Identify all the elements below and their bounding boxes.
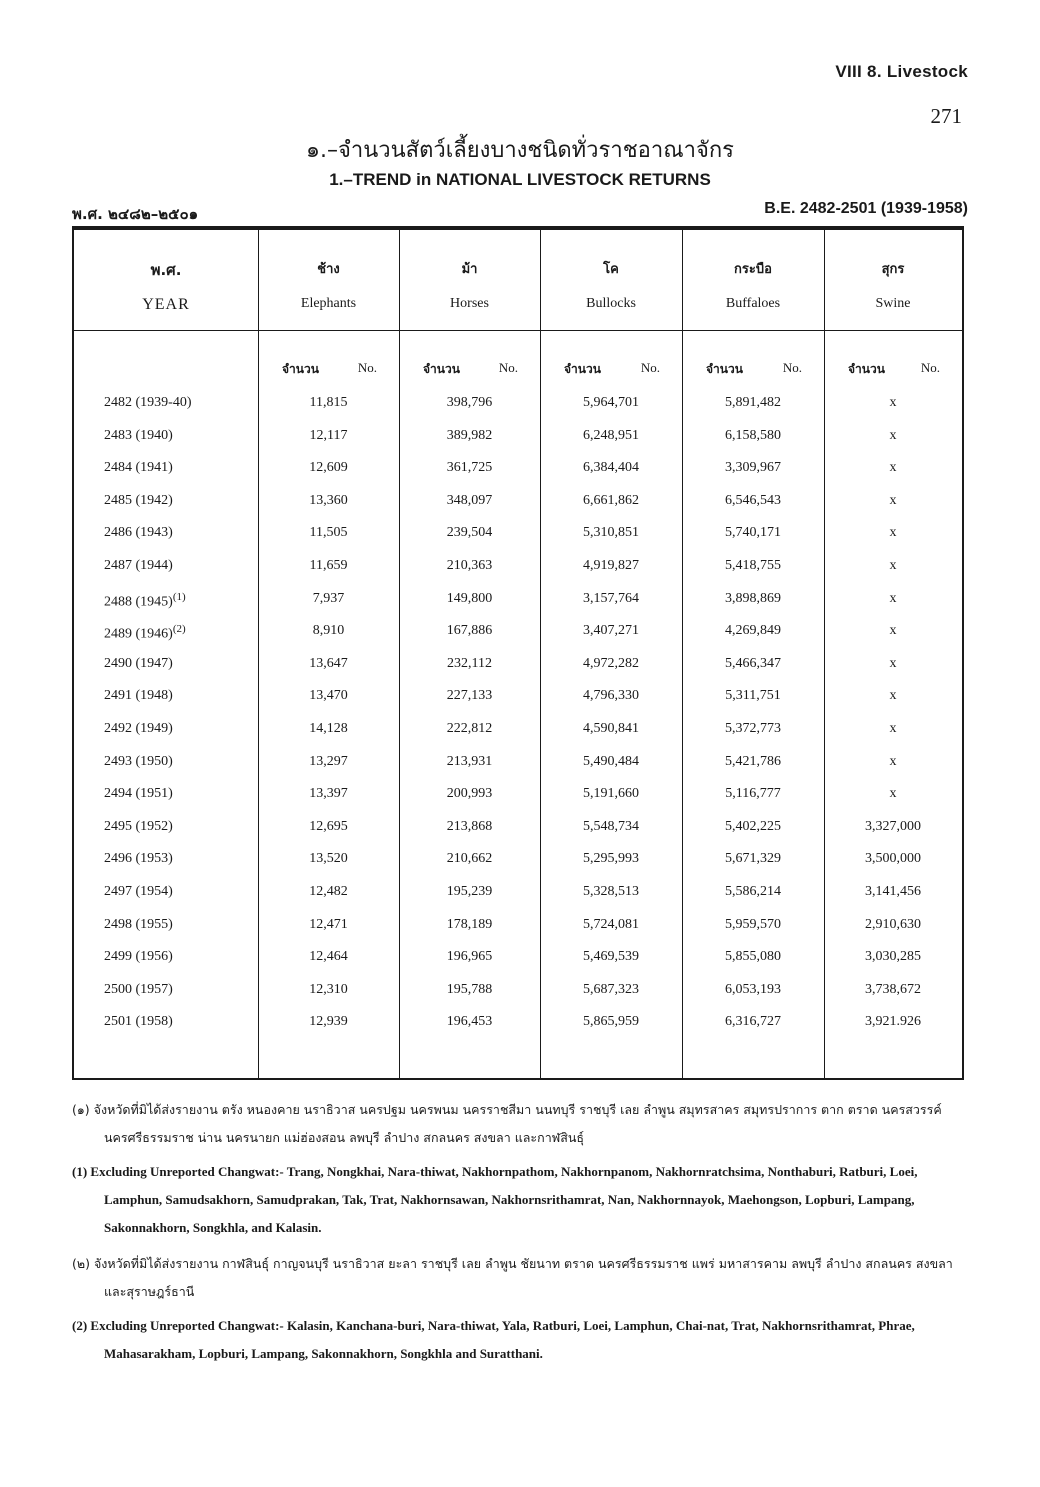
unit-label xyxy=(540,360,682,380)
table-row xyxy=(74,917,962,950)
swine-cell: 3,141,456 xyxy=(865,884,921,899)
col-header-en: Swine xyxy=(875,296,911,311)
year-value: 2485 (1942) xyxy=(104,492,173,508)
buffaloes-cell: 5,116,777 xyxy=(725,786,781,802)
bullocks-cell: 6,248,951 xyxy=(583,427,639,443)
bullocks-cell: 4,919,827 xyxy=(583,558,639,573)
unit-en: No. xyxy=(498,360,518,375)
unit-en: No. xyxy=(782,360,802,375)
table-row xyxy=(74,688,962,721)
buffaloes-cell: 3,898,869 xyxy=(725,590,781,606)
elephants-cell: 14,128 xyxy=(309,721,348,736)
swine-cell: x xyxy=(889,623,897,639)
unit-thai: จำนวน xyxy=(848,362,885,376)
bullocks-cell: 5,687,323 xyxy=(583,981,639,997)
buffaloes-cell: 5,959,570 xyxy=(725,916,781,932)
horses-cell: 222,812 xyxy=(446,721,493,736)
horses-cell: 195,788 xyxy=(446,981,493,997)
swine-cell: x xyxy=(889,492,897,508)
elephants-cell: 12,482 xyxy=(309,884,348,899)
footnotes xyxy=(72,1096,972,1376)
horses-cell: 178,189 xyxy=(446,916,493,932)
year-cell xyxy=(104,1014,264,1030)
table-row xyxy=(74,721,962,754)
horses-cell: 196,965 xyxy=(446,949,493,965)
unit-thai: จำนวน xyxy=(564,362,601,376)
buffaloes-cell: 6,546,543 xyxy=(725,492,781,508)
year-value: 2491 (1948) xyxy=(104,688,173,704)
swine-cell: x xyxy=(889,427,897,443)
footnote-1: (1) Excluding Unreported Changwat:- Trang, Nongkhai, Nara-thiwat, Nakhornpathom, Nakhornpanom, Nakhornratchsima, Nonthaburi, Ratburi, Loei, Lamphun, Samudsakhorn, Samudprakan, Tak, Trat, Nakhornsawan, Nakhornsrithamrat, Nan, Nakhornnayok, Maehongson, Lopburi, Lampang, Sakonnakhorn, Songkhla, and Kalasin. xyxy=(72,1164,918,1235)
year-cell xyxy=(104,656,264,672)
elephants-cell: 8,910 xyxy=(312,623,345,639)
swine-cell: x xyxy=(889,395,897,410)
col-header-thai: พ.ศ. xyxy=(150,261,182,279)
horses-cell: 195,239 xyxy=(446,884,493,899)
elephants-cell: 12,695 xyxy=(309,818,348,834)
horses-cell: 196,453 xyxy=(446,1014,493,1030)
period-thai: พ.ศ. ๒๔๘๒–๒๕๐๑ xyxy=(72,205,199,223)
year-value: 2492 (1949) xyxy=(104,721,173,736)
col-header-elephants xyxy=(258,230,399,330)
livestock-table xyxy=(72,226,964,1080)
year-value: 2498 (1955) xyxy=(104,916,173,932)
elephants-cell: 12,471 xyxy=(309,916,348,932)
year-value: 2497 (1954) xyxy=(104,884,173,899)
footnote-1-thai: (๑) จังหวัดที่มิได้ส่งรายงาน ตรัง หนองคาย นราธิวาส นครปฐม นครพนม นครราชสีมา นนทบุรี ราชบุรี เลย ลำพูน สมุทรสาคร สมุทรปราการ ตาก ตราด นครสวรรค์ นครศรีธรรมราช น่าน นครนายก แม่ฮ่องสอน ลพบุรี ลำปาง สกลนคร สงขลา และกาฬสินธุ์ xyxy=(72,1102,942,1145)
col-header-en: YEAR xyxy=(142,296,190,313)
year-cell xyxy=(104,819,264,835)
col-header-horses xyxy=(399,230,540,330)
year-cell xyxy=(104,982,264,998)
elephants-cell: 11,505 xyxy=(309,525,348,541)
year-value: 2483 (1940) xyxy=(104,427,173,443)
table-row xyxy=(74,525,962,558)
elephants-cell: 13,470 xyxy=(309,688,348,704)
year-value: 2495 (1952) xyxy=(104,818,173,834)
swine-cell: x xyxy=(889,721,897,736)
year-cell xyxy=(104,917,264,933)
table-row xyxy=(74,558,962,591)
col-header-en: Horses xyxy=(450,296,489,311)
buffaloes-cell: 5,671,329 xyxy=(725,851,781,867)
year-value: 2482 (1939-40) xyxy=(104,395,192,410)
swine-cell: x xyxy=(889,590,897,606)
table-row xyxy=(74,982,962,1015)
bullocks-cell: 3,157,764 xyxy=(583,590,639,606)
horses-cell: 210,363 xyxy=(446,558,493,573)
section-label: VIII 8. Livestock xyxy=(835,62,968,81)
horses-cell: 149,800 xyxy=(446,590,493,606)
period-label: B.E. 2482-2501 (1939-1958) xyxy=(764,200,968,217)
bullocks-cell: 4,972,282 xyxy=(583,655,639,671)
horses-cell: 348,097 xyxy=(446,492,493,508)
year-cell xyxy=(104,884,264,900)
elephants-cell: 11,815 xyxy=(309,395,348,410)
col-header-thai: โค xyxy=(603,262,619,277)
bullocks-cell: 5,490,484 xyxy=(583,753,639,769)
swine-cell: 3,030,285 xyxy=(865,949,921,965)
unit-thai: จำนวน xyxy=(423,362,460,376)
elephants-cell: 13,397 xyxy=(309,786,348,802)
buffaloes-cell: 5,311,751 xyxy=(725,688,781,704)
year-value: 2496 (1953) xyxy=(104,851,173,867)
col-header-en: Bullocks xyxy=(586,296,636,311)
swine-cell: 3,500,000 xyxy=(865,851,921,867)
year-cell xyxy=(104,525,264,541)
unit-label xyxy=(399,360,540,380)
swine-cell: x xyxy=(889,786,897,802)
bullocks-cell: 5,724,081 xyxy=(583,916,639,932)
year-cell xyxy=(104,851,264,867)
buffaloes-cell: 5,586,214 xyxy=(725,884,781,899)
col-header-thai: ม้า xyxy=(461,262,478,277)
year-cell xyxy=(104,428,264,444)
bullocks-cell: 6,384,404 xyxy=(583,460,639,476)
bullocks-cell: 6,661,862 xyxy=(583,492,639,508)
page-title-thai: ๑.–จำนวนสัตว์เลี้ยงบางชนิดทั่วราชอาณาจักร xyxy=(306,138,734,163)
year-value: 2500 (1957) xyxy=(104,981,173,997)
swine-cell: x xyxy=(889,525,897,541)
swine-cell: x xyxy=(889,460,897,476)
header-divider xyxy=(74,330,962,331)
table-row xyxy=(74,1014,962,1047)
bullocks-cell: 5,548,734 xyxy=(583,818,639,834)
swine-cell: 3,327,000 xyxy=(865,818,921,834)
elephants-cell: 7,937 xyxy=(312,590,345,606)
unit-en: No. xyxy=(640,360,660,375)
horses-cell: 213,931 xyxy=(446,753,493,769)
col-header-en: Elephants xyxy=(300,296,357,311)
bullocks-cell: 3,407,271 xyxy=(583,623,639,639)
year-cell xyxy=(104,493,264,509)
unit-label xyxy=(682,360,824,380)
horses-cell: 398,796 xyxy=(446,395,493,410)
year-value: 2489 (1946) xyxy=(104,626,173,642)
buffaloes-cell: 5,855,080 xyxy=(725,949,781,965)
footnote-marker: (2) xyxy=(172,623,186,636)
horses-cell: 210,662 xyxy=(446,851,493,867)
elephants-cell: 12,464 xyxy=(309,949,348,965)
buffaloes-cell: 6,316,727 xyxy=(725,1014,781,1030)
year-value: 2499 (1956) xyxy=(104,949,173,965)
unit-en: No. xyxy=(357,360,377,375)
year-cell xyxy=(104,395,264,411)
swine-cell: x xyxy=(889,688,897,704)
bullocks-cell: 5,469,539 xyxy=(583,949,639,965)
buffaloes-cell: 5,740,171 xyxy=(725,525,781,541)
buffaloes-cell: 6,158,580 xyxy=(725,427,781,443)
bullocks-cell: 5,191,660 xyxy=(583,786,639,802)
table-row xyxy=(74,460,962,493)
col-header-bullocks xyxy=(540,230,682,330)
year-cell xyxy=(104,949,264,965)
footnote-2-thai: (๒) จังหวัดที่มิได้ส่งรายงาน กาฬสินธุ์ กาญจนบุรี นราธิวาส ยะลา ราชบุรี เลย ลำพูน ชัยนาท ตราด นครศรีธรรมราช แพร่ มหาสารคาม ลพบุรี ลำปาง สกลนคร สงขลา และสุราษฎร์ธานี xyxy=(72,1256,953,1299)
bullocks-cell: 5,328,513 xyxy=(583,884,639,899)
year-value: 2487 (1944) xyxy=(104,558,173,573)
col-header-swine xyxy=(824,230,962,330)
bullocks-cell: 5,865,959 xyxy=(583,1014,639,1030)
year-cell xyxy=(104,688,264,704)
swine-cell: 3,921.926 xyxy=(865,1014,921,1030)
table-row xyxy=(74,395,962,428)
table-row xyxy=(74,819,962,852)
horses-cell: 239,504 xyxy=(446,525,493,541)
table-row xyxy=(74,754,962,787)
elephants-cell: 13,360 xyxy=(309,492,348,508)
buffaloes-cell: 6,053,193 xyxy=(725,981,781,997)
col-header-thai: ช้าง xyxy=(317,262,340,277)
unit-en: No. xyxy=(920,360,940,375)
elephants-cell: 12,117 xyxy=(309,427,348,443)
buffaloes-cell: 4,269,849 xyxy=(725,623,781,639)
bullocks-cell: 4,796,330 xyxy=(583,688,639,704)
buffaloes-cell: 5,421,786 xyxy=(725,753,781,769)
year-value: 2501 (1958) xyxy=(104,1014,173,1030)
unit-label xyxy=(824,360,962,380)
horses-cell: 361,725 xyxy=(446,460,493,476)
swine-cell: x xyxy=(889,753,897,769)
page-number: 271 xyxy=(930,104,962,128)
year-value: 2493 (1950) xyxy=(104,753,173,769)
horses-cell: 200,993 xyxy=(446,786,493,802)
elephants-cell: 13,297 xyxy=(309,753,348,769)
year-value: 2490 (1947) xyxy=(104,655,173,671)
buffaloes-cell: 5,466,347 xyxy=(725,655,781,671)
buffaloes-cell: 3,309,967 xyxy=(725,460,781,476)
elephants-cell: 13,647 xyxy=(309,655,348,671)
elephants-cell: 12,609 xyxy=(309,460,348,476)
elephants-cell: 13,520 xyxy=(309,851,348,867)
swine-cell: x xyxy=(889,655,897,671)
bullocks-cell: 5,295,993 xyxy=(583,851,639,867)
table-row xyxy=(74,428,962,461)
year-cell xyxy=(104,754,264,770)
table-row xyxy=(74,623,962,656)
col-header-year xyxy=(74,230,258,330)
unit-thai: จำนวน xyxy=(706,362,743,376)
bullocks-cell: 5,964,701 xyxy=(583,395,639,410)
col-header-thai: กระบือ xyxy=(734,262,772,277)
buffaloes-cell: 5,372,773 xyxy=(725,721,781,736)
year-value: 2484 (1941) xyxy=(104,460,173,476)
buffaloes-cell: 5,418,755 xyxy=(725,558,781,573)
col-header-en: Buffaloes xyxy=(725,296,781,311)
footnote-marker: (1) xyxy=(172,590,186,603)
year-cell xyxy=(104,786,264,802)
elephants-cell: 11,659 xyxy=(309,558,348,573)
unit-thai: จำนวน xyxy=(282,362,319,376)
table-row xyxy=(74,884,962,917)
table-row xyxy=(74,851,962,884)
year-cell xyxy=(104,558,264,574)
buffaloes-cell: 5,402,225 xyxy=(725,818,781,834)
year-value: 2488 (1945) xyxy=(104,594,173,610)
elephants-cell: 12,939 xyxy=(309,1014,348,1030)
year-cell xyxy=(104,721,264,737)
buffaloes-cell: 5,891,482 xyxy=(725,395,781,410)
table-row xyxy=(74,786,962,819)
footnote-2: (2) Excluding Unreported Changwat:- Kalasin, Kanchana-buri, Nara-thiwat, Yala, Ratburi, Loei, Lamphun, Chai-nat, Trat, Nakhornsrithamrat, Phrae, Mahasarakham, Lopburi, Lampang, Sakonnakhorn, Songkhla and Suratthani. xyxy=(72,1318,915,1361)
year-value: 2494 (1951) xyxy=(104,786,173,802)
unit-label xyxy=(258,360,399,380)
elephants-cell: 12,310 xyxy=(309,981,348,997)
horses-cell: 389,982 xyxy=(446,427,493,443)
year-cell xyxy=(104,623,264,643)
col-header-thai: สุกร xyxy=(881,262,905,277)
table-row xyxy=(74,949,962,982)
horses-cell: 167,886 xyxy=(446,623,493,639)
table-row xyxy=(74,591,962,624)
swine-cell: 2,910,630 xyxy=(865,916,921,932)
bullocks-cell: 4,590,841 xyxy=(583,721,639,736)
year-value: 2486 (1943) xyxy=(104,525,173,541)
horses-cell: 227,133 xyxy=(446,688,493,704)
bullocks-cell: 5,310,851 xyxy=(583,525,639,541)
year-cell xyxy=(104,460,264,476)
col-header-buffaloes xyxy=(682,230,824,330)
page-title: 1.–TREND in NATIONAL LIVESTOCK RETURNS xyxy=(329,170,711,189)
swine-cell: 3,738,672 xyxy=(865,981,921,997)
year-cell xyxy=(104,591,264,611)
horses-cell: 213,868 xyxy=(446,818,493,834)
table-row xyxy=(74,656,962,689)
table-row xyxy=(74,493,962,526)
horses-cell: 232,112 xyxy=(447,655,492,671)
swine-cell: x xyxy=(889,558,897,573)
